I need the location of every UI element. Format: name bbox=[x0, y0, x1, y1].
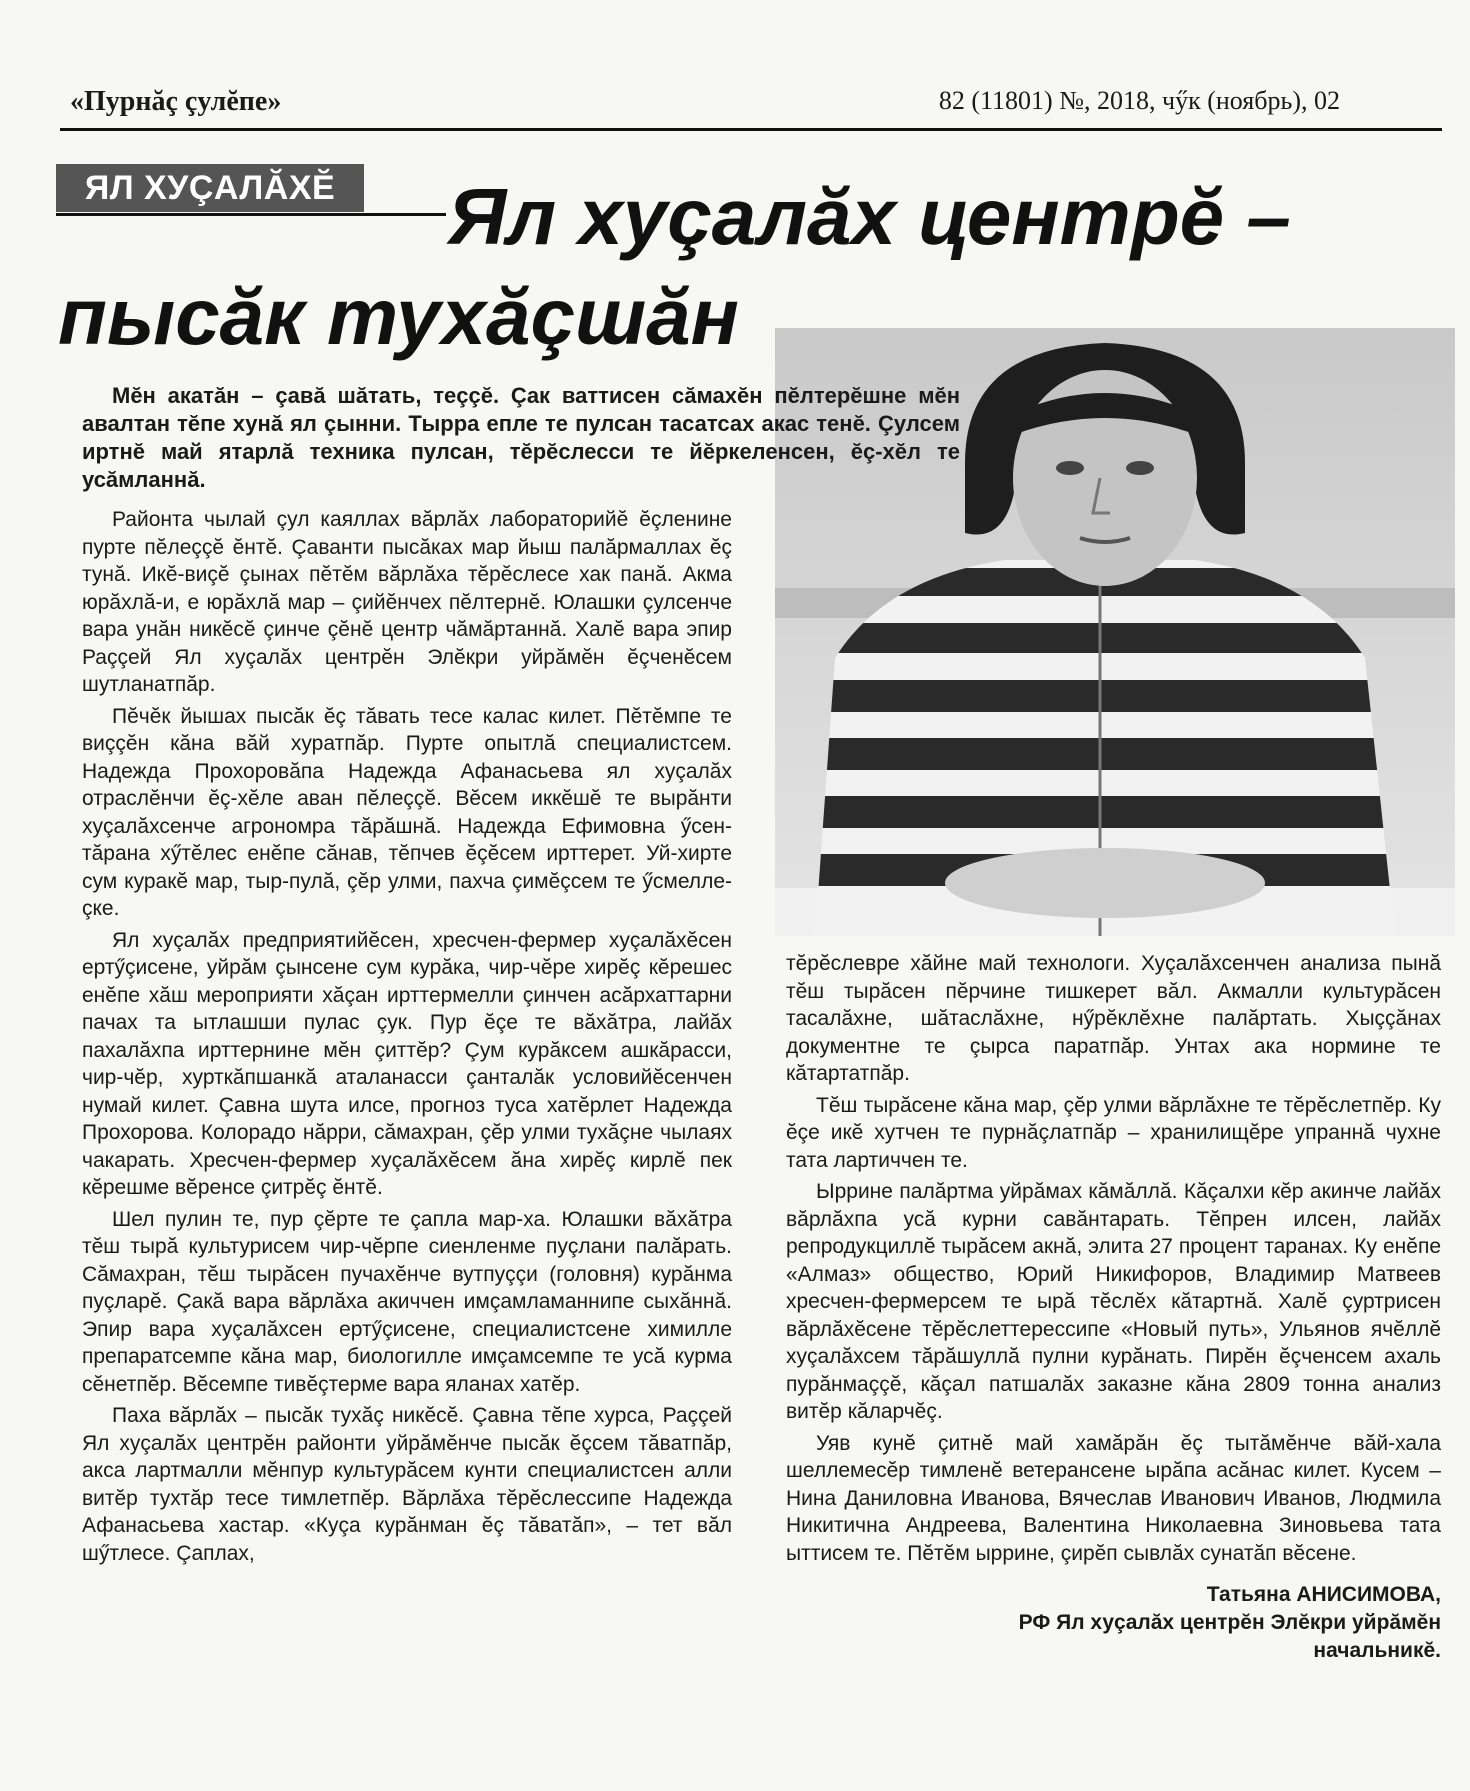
paragraph: Ял хуçалăх предприятийĕсен, хресчен-фермер хуçалăхĕсен ертӳçисене, уйрăм çынсене сум курăка, чир-чĕре хирĕç кĕрешес енĕпе хăш мероприяти хăçан ирттермелли çинчен асăрхаттарни пачах та ытлашши пулас çук. Пур ĕçе те вăхăтра, лайăх пахалăхпа ирттернине мĕн çиттĕр? Çум курăксем ашкăрасси, чир-чĕр, хурткăпшанкă аталанасси çанталăк условийĕсенчен нумай килет. Çавна шута илсе, прогноз туса хатĕрлет Надежда Прохорова. Колорадо нăрри, сăмахран, çĕр улми тухăçне чылаях чакарать. Хресчен-фермер хуçалăхĕсем ăна хирĕç кирлĕ пек кĕрешме вĕренсе çитрĕç ĕнтĕ. bbox=[82, 928, 732, 1199]
paragraph: Пĕчĕк йышах пысăк ĕç тăвать тесе калас килет. Пĕтĕмпе те виççĕн кăна вăй хуратпăр. Пурте опытлă специалистсем. Надежда Прохоровăпа Надежда Афанасьева ял хуçалăх отраслĕнчи ĕç-хĕле аван пĕлеççĕ. Вĕсем иккĕшĕ те вырăнти хуçалăхсенче агрономра тăрăшнă. Надежда Ефимовна ӳсен-тăрана хӳтĕлес енĕпе сăнав, тĕпчев ĕçĕсем ирттерет. Уй-хирте сум куракĕ мар, тыр-пулă, çĕр улми, пахча çимĕçсем те ӳсмелле-çке. bbox=[82, 704, 732, 920]
paragraph: Ыррине палăртма уйрăмах кăмăллă. Кăçалхи кĕр акинче лайăх вăрлăхпа усă курни савăнтарать. Тĕпрен илсен, лайăх репродукциллĕ тырăсем акнă, элита 27 процент таранах. Ку енĕпе «Алмаз» общество, Юрий Никифоров, Владимир Матвеев хресчен-фермерсем те ырă тĕслĕх кăтартнă. Халĕ çуртрисен вăрлăхĕсене тĕрĕслеттерессипе «Новый путь», Ульянов ячĕллĕ хуçалăхсем тăрăшуллă пулни курăнать. Пирĕн ĕçченсем ахаль пурăнмаççĕ, кăçал патшалăх заказне кăна 2809 тонна анализ витĕр кăларчĕç. bbox=[786, 1180, 1441, 1423]
author-position-cont: начальникĕ. bbox=[1313, 1639, 1441, 1662]
lead-paragraph bbox=[82, 382, 960, 494]
headline-line-2: пысăк тухăçшăн bbox=[58, 272, 739, 361]
masthead bbox=[70, 86, 1340, 126]
issue-info: 82 (11801) №, 2018, чӳк (ноябрь), 02 bbox=[938, 86, 1340, 115]
lead-text: Мĕн акатăн – çавă шăтать, теççĕ. Çак ваттисен сăмахĕн пĕлтерĕшне мĕн авалтан тĕпе хунă ял çынни. Тырра епле те пулсан тасатсах акас тенĕ. Çулсем иртнĕ май ятарлă техника пулсан, тĕрĕслесси те йĕркеленсен, ĕç-хĕл те усăмланнă. bbox=[82, 383, 960, 492]
paragraph: Уяв кунĕ çитнĕ май хамăрăн ĕç тытăмĕнче вăй-хала шеллемесĕр тимленĕ ветерансене ырăпа асăнас килет. Кусем – Нина Даниловна Иванова, Вячеслав Иванович Иванов, Людмила Никитична Андреева, Валентина Николаевна Зиновьева тата ыттисем те. Пĕтĕм ыррине, çирĕп сывлăх сунатăп вĕсене. bbox=[786, 1431, 1441, 1565]
author-name: Татьяна АНИСИМОВА, bbox=[1206, 1583, 1441, 1606]
headline-line-1: Ял хуçалăх центрĕ – bbox=[448, 172, 1291, 261]
article-column-left bbox=[82, 506, 732, 1571]
paragraph: Шел пулин те, пур çĕрте те çапла мар-ха. Юлашки вăхăтра тĕш тырă культурисем чир-чĕрпе сиенленме пуçлани палăрать. Сăмахран, тĕш тырăсен пучахĕнче вутпуççи (головня) курăнма пуçларĕ. Çакă вара вăрлăха акиччен имçамламаннипе сыхăннă. Эпир вара хуçалăхсен ертӳçисене, специалистсене химилле препаратсемпе кăна мар, биологилле имçамсемпе те усă курма сĕнетпĕр. Вĕсемпе тивĕçтерме вара яланах хатĕр. bbox=[82, 1207, 732, 1396]
paragraph: Тĕш тырăсене кăна мар, çĕр улми вăрлăхне те тĕрĕслетпĕр. Ку ĕçе икĕ хутчен те пурнăçлатпăр – хранилищĕре упраннă чухне тата лартиччен те. bbox=[786, 1093, 1441, 1172]
newspaper-name: «Пурнăç çулĕпе» bbox=[70, 86, 282, 117]
paragraph: Паха вăрлăх – пысăк тухăç никĕсĕ. Çавна тĕпе хурса, Раççей Ял хуçалăх центрĕн районти уйрăмĕнче пысăк ĕçсем тăватпăр, акса лартмалли мĕнпур культурăсем кунти специалистсен алли витĕр тухтăр тесе тимлетпĕр. Вăрлăха тĕрĕслессипе Надежда Афанасьева хастар. «Куçа курăнман ĕç тăватăп», – тет вăл шӳтлесе. Çаплах, bbox=[82, 1404, 732, 1565]
paragraph: Районта чылай çул каяллах вăрлăх лабораторийĕ ĕçленине пурте пĕлеççĕ ĕнтĕ. Çаванти пысăках мар йыш палăрмаллах ĕç тунă. Икĕ-виçĕ çынах пĕтĕм вăрлăха тĕрĕслесе хак панă. Акма юрăхлă-и, е юрăхлă мар – çийĕнчех пĕлтернĕ. Юлашки çулсенче вара унăн никĕсĕ çинче çĕнĕ центр чăмăртаннă. Халĕ вара эпир Раççей Ял хуçалăх центрĕн Элĕкри уйрăмĕн ĕçченĕсем шутланатпăр. bbox=[82, 508, 732, 696]
rubric-rule bbox=[56, 213, 446, 216]
author-position: РФ Ял хуçалăх центрĕн Элĕкри уйрăмĕн bbox=[1018, 1611, 1441, 1634]
header-rule bbox=[60, 128, 1442, 131]
author-signature bbox=[786, 1581, 1441, 1665]
paragraph: тĕрĕслевре хăйне май технологи. Хуçалăхсенчен анализа пынă тĕш тырăсен пĕрчине тишкерет вăл. Акмалли культурăсен тасалăхне, шăтаслăхне, нӳрĕклĕхне палăртать. Хыççăнах документне те çырса паратпăр. Унтах ака нормине те кăтартатпăр. bbox=[786, 952, 1441, 1085]
article-column-right bbox=[786, 950, 1441, 1665]
rubric-label: ЯЛ ХУÇАЛĂХĔ bbox=[56, 164, 364, 212]
